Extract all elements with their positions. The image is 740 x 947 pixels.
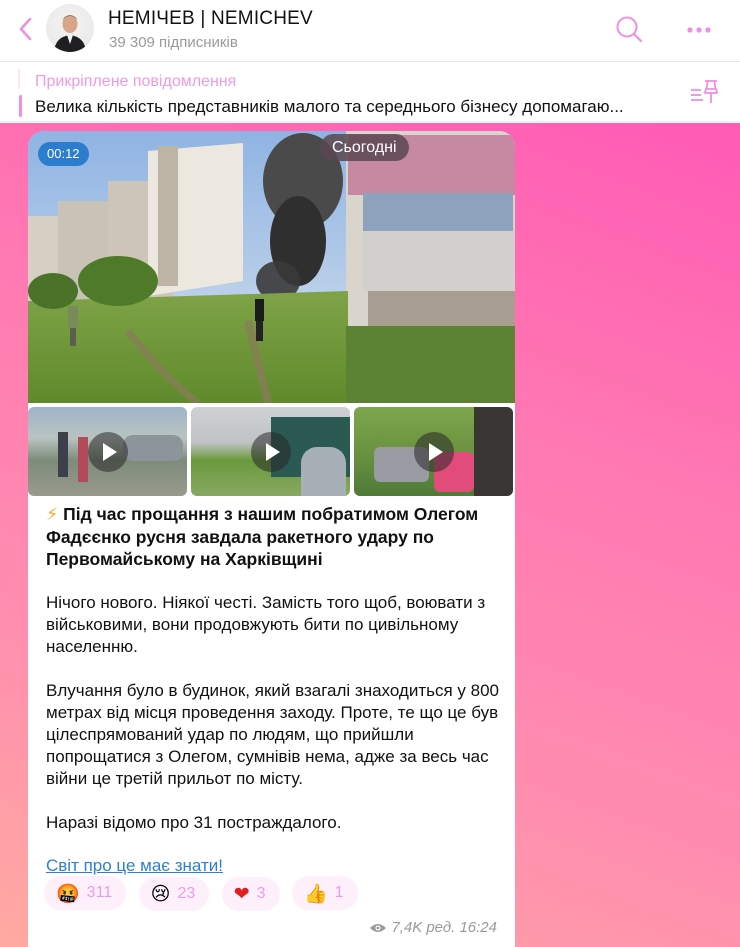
chat-background	[0, 123, 740, 947]
reaction-heart[interactable]: ❤ 3	[222, 877, 280, 911]
cursing-face-icon: 🤬	[56, 882, 80, 905]
reaction-thumbs-up[interactable]: 👍 1	[292, 876, 358, 910]
message-text	[46, 503, 506, 876]
pinned-list-button[interactable]	[689, 78, 721, 106]
eye-icon	[369, 922, 387, 934]
main-photo[interactable]	[28, 131, 515, 403]
chat-header	[0, 0, 740, 62]
pinned-indicator-inactive	[18, 69, 20, 89]
pin-list-icon	[689, 78, 721, 106]
heart-icon: ❤	[233, 882, 250, 905]
channel-avatar[interactable]	[46, 4, 94, 52]
video-duration-badge: 00:12	[38, 142, 89, 166]
more-dots-icon	[686, 24, 716, 36]
play-icon	[251, 432, 291, 472]
message-link[interactable]: Світ про це має знати!	[46, 856, 223, 875]
subscriber-count: 39 309 підписників	[109, 34, 238, 51]
play-icon	[88, 432, 128, 472]
more-button[interactable]	[686, 23, 716, 35]
search-icon	[614, 15, 646, 45]
lightning-icon: ⚡	[46, 505, 59, 525]
pinned-message-bar[interactable]	[0, 63, 740, 122]
date-chip: Сьогодні	[320, 134, 409, 161]
message-headline: ⚡ Під час прощання з нашим побратимом Олегом Фадєєнко русня завдала ракетного удару по Первомайському на Харківщині	[46, 504, 479, 569]
channel-name[interactable]: НЕМІЧЕВ | NEMICHEV	[108, 8, 313, 29]
reaction-angry[interactable]: 🤬 311	[44, 876, 126, 910]
pinned-indicator-active	[19, 95, 22, 117]
back-button[interactable]	[16, 16, 36, 42]
pinned-title: Прикріплене повідомлення	[35, 73, 237, 90]
message-bubble	[28, 131, 515, 947]
video-thumbnail-2[interactable]	[191, 407, 350, 496]
message-paragraph-2: Влучання було в будинок, який взагалі знаходиться у 800 метрах від місця проведення заходу. Проте, те що це був цілеспрямований удар по людям, що прийшли попрощатися з Олегом, сумнівів нема, адже за весь час війни це третій прильот по місту.	[46, 681, 499, 788]
search-button[interactable]	[614, 15, 646, 45]
crying-face-icon: 😢	[150, 882, 171, 905]
message-meta	[369, 919, 497, 936]
video-thumbnails	[28, 407, 515, 497]
video-thumbnail-3[interactable]	[354, 407, 513, 496]
video-thumbnail-1[interactable]	[28, 407, 187, 496]
message-paragraph-3: Наразі відомо про 31 постраждалого.	[46, 813, 342, 832]
edited-time: ред. 16:24	[426, 919, 497, 936]
thumbs-up-icon: 👍	[303, 882, 328, 905]
play-icon	[414, 432, 454, 472]
chevron-left-icon	[16, 16, 36, 42]
reaction-crying[interactable]: 😢 23	[139, 877, 210, 911]
message-paragraph-1: Нічого нового. Ніякої честі. Замість того щоб, воювати з військовими, вони продовжують бити по цивільному населенню.	[46, 593, 486, 656]
view-count: 7,4K	[391, 919, 423, 936]
reactions-bar	[44, 876, 366, 912]
pinned-text: Велика кількість представників малого та середнього бізнесу допомагаю...	[35, 97, 624, 116]
